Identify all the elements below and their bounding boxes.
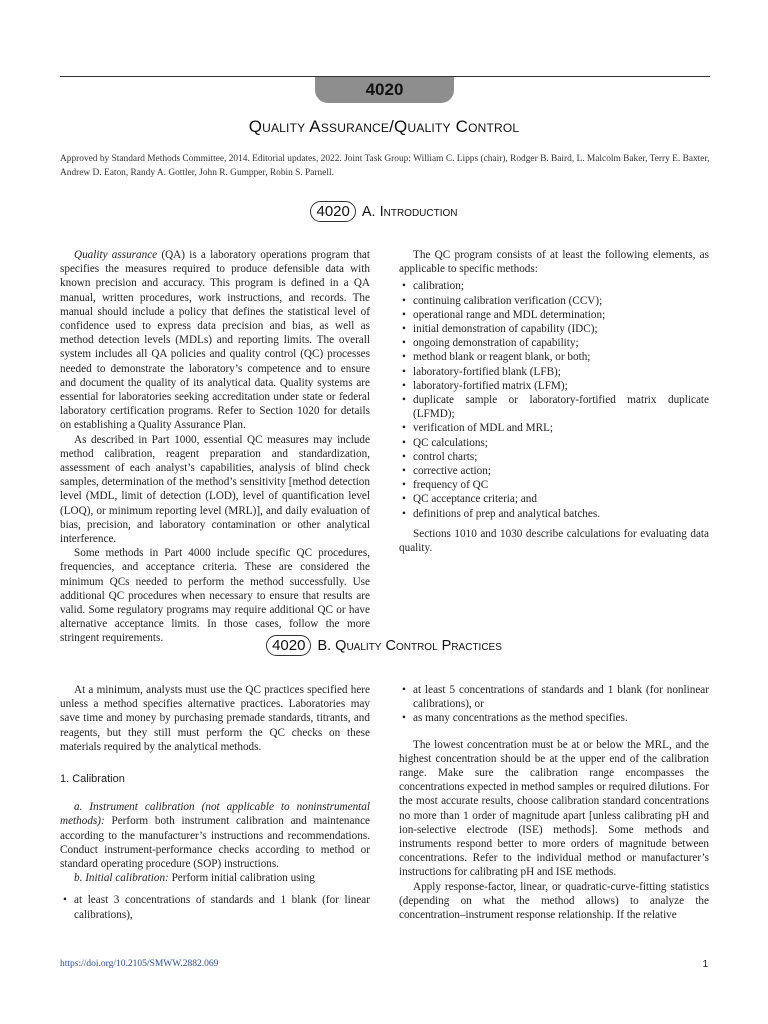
subsection-heading: 1. Calibration bbox=[60, 773, 125, 786]
paragraph-text: Perform initial calibration using bbox=[168, 872, 315, 885]
emphasis-term: Quality assurance bbox=[74, 249, 158, 261]
list-item: • verification of MDL and MRL; bbox=[399, 421, 709, 435]
list-item: • calibration; bbox=[399, 279, 709, 293]
list-item: • at least 5 concentrations of standards and 1 blank (for nonlinear calibrations), or bbox=[399, 683, 709, 711]
section-b-right-column bbox=[399, 683, 709, 922]
section-a-left-column bbox=[60, 248, 370, 646]
page-title: Quality Assurance/Quality Control bbox=[248, 117, 520, 136]
section-b-left-column bbox=[60, 683, 370, 928]
doi-link[interactable]: https://doi.org/10.2105/SMWW.2882.069 bbox=[60, 959, 219, 969]
approval-note: Approved by Standard Methods Committee, 2014. Editorial updates, 2022. Joint Task Group: William C. Lipps (chair), Rodger B. Baird, L. Malcolm Baker, Terry E. Baxter, Andrew D. Eaton, Randy A. Gottler, John R. Gumpper, Robin S. Parnell. bbox=[60, 154, 710, 178]
paragraph: Sections 1010 and 1030 describe calculations for evaluating data quality. bbox=[399, 527, 709, 555]
item-label: a. Instrument calibration (not applicable to noninstrumental methods): bbox=[60, 801, 370, 828]
list-item: • laboratory-fortified blank (LFB); bbox=[399, 365, 709, 379]
qc-elements-list bbox=[399, 279, 709, 520]
paragraph bbox=[60, 248, 370, 433]
section-a-title: A. Introduction bbox=[361, 203, 458, 220]
list-item: • duplicate sample or laboratory-fortified matrix duplicate (LFMD); bbox=[399, 393, 709, 421]
list-item: • control charts; bbox=[399, 450, 709, 464]
paragraph: As described in Part 1000, essential QC measures may include method calibration, reagent preparation and standardization, assessment of each analyst’s capabilities, analysis of blind check samples, determination of the method’s sensitivity [method detection level (MDL, limit of detection (LOD), level of quantification level (LOQ), or minimum reporting level (MRL)], and daily evaluation of bias, precision, and laboratory contamination or other analytical interference. bbox=[60, 433, 370, 546]
section-a-number: 4020 bbox=[310, 201, 355, 222]
section-number-badge: 4020 bbox=[315, 77, 454, 103]
paragraph bbox=[60, 800, 370, 871]
list-item: • laboratory-fortified matrix (LFM); bbox=[399, 379, 709, 393]
section-b-number: 4020 bbox=[266, 635, 311, 656]
calibration-list-left bbox=[60, 893, 370, 921]
paragraph bbox=[60, 871, 370, 885]
list-item: • frequency of QC bbox=[399, 478, 709, 492]
list-item: • operational range and MDL determination; bbox=[399, 308, 709, 322]
section-b-title: B. Quality Control Practices bbox=[317, 637, 502, 654]
paragraph: Some methods in Part 4000 include specific QC procedures, frequencies, and acceptance criteria. These are considered the minimum QCs needed to perform the method successfully. Use additional QC procedures when necessary to ensure that results are valid. Some regulatory programs may require additional QC or have alternative acceptance limits. In those cases, follow the more stringent requirements. bbox=[60, 547, 370, 645]
paragraph: Apply response-factor, linear, or quadratic-curve-fitting statistics (depending on what the method allows) to analyze the concentration–instrument response relationship. If the relative bbox=[399, 880, 709, 922]
paragraph: The lowest concentration must be at or below the MRL, and the highest concentration should be at the upper end of the calibration range. Make sure the calibration range encompasses the concentrations expected in method samples or required dilutions. For the most accurate results, choose calibration standard concentrations no more than 1 order of magnitude apart [unless calibrating pH and ion-selective electrode (ISE) methods]. Some methods and instruments respond better to more orders of magnitude between concentrations. Refer to the individual method or manufacturer’s instructions for calibrating pH and ISE methods. bbox=[399, 738, 709, 879]
paragraph: At a minimum, analysts must use the QC practices specified here unless a method specifies alternative practices. Laboratories may save time and money by purchasing premade standards, titrants, and reagents, but they still must perform the QC checks on these materials required by the analytical methods. bbox=[60, 684, 370, 753]
list-item: • QC calculations; bbox=[399, 436, 709, 450]
item-label: b. Initial calibration: bbox=[74, 872, 169, 885]
section-a-heading bbox=[0, 201, 768, 222]
list-item: • ongoing demonstration of capability; bbox=[399, 336, 709, 350]
list-item: • initial demonstration of capability (IDC); bbox=[399, 322, 709, 336]
paragraph-text: (QA) is a laboratory operations program that specifies the measures required to produce defensible data with known precision and accuracy. This program is defined in a QA manual, written procedures, work instructions, and records. The manual should include a policy that defines the statistical level of confidence used to express data precision and bias, as well as method detection levels (MDLs) and reporting limits. The overall system includes all QA policies and quality control (QC) processes needed to demonstrate the laboratory’s competence and to ensure and document the quality of its analytical data. Quality systems are essential for laboratories seeking accreditation under state or federal laboratory certification programs. Refer to Section 1020 for details on establishing a Quality Assurance Plan. bbox=[60, 249, 370, 432]
section-b-heading bbox=[0, 635, 768, 656]
calibration-list-right bbox=[399, 683, 709, 726]
list-item: • method blank or reagent blank, or both; bbox=[399, 350, 709, 364]
page-number: 1 bbox=[702, 959, 708, 970]
paragraph-text: Perform both instrument calibration and maintenance according to the manufacturer’s instructions and recommendations. Conduct instrument-performance checks according to method or standard operating procedure (SOP) instructions. bbox=[60, 815, 370, 871]
list-item: • at least 3 concentrations of standards and 1 blank (for linear calibrations), bbox=[60, 893, 370, 921]
list-item: • corrective action; bbox=[399, 464, 709, 478]
list-item: • as many concentrations as the method specifies. bbox=[399, 711, 709, 725]
list-item: • continuing calibration verification (CCV); bbox=[399, 294, 709, 308]
paragraph: The QC program consists of at least the following elements, as applicable to specific methods: bbox=[399, 249, 709, 276]
list-item: • definitions of prep and analytical batches. bbox=[399, 507, 709, 521]
section-a-right-column bbox=[399, 248, 709, 555]
list-item: • QC acceptance criteria; and bbox=[399, 492, 709, 506]
